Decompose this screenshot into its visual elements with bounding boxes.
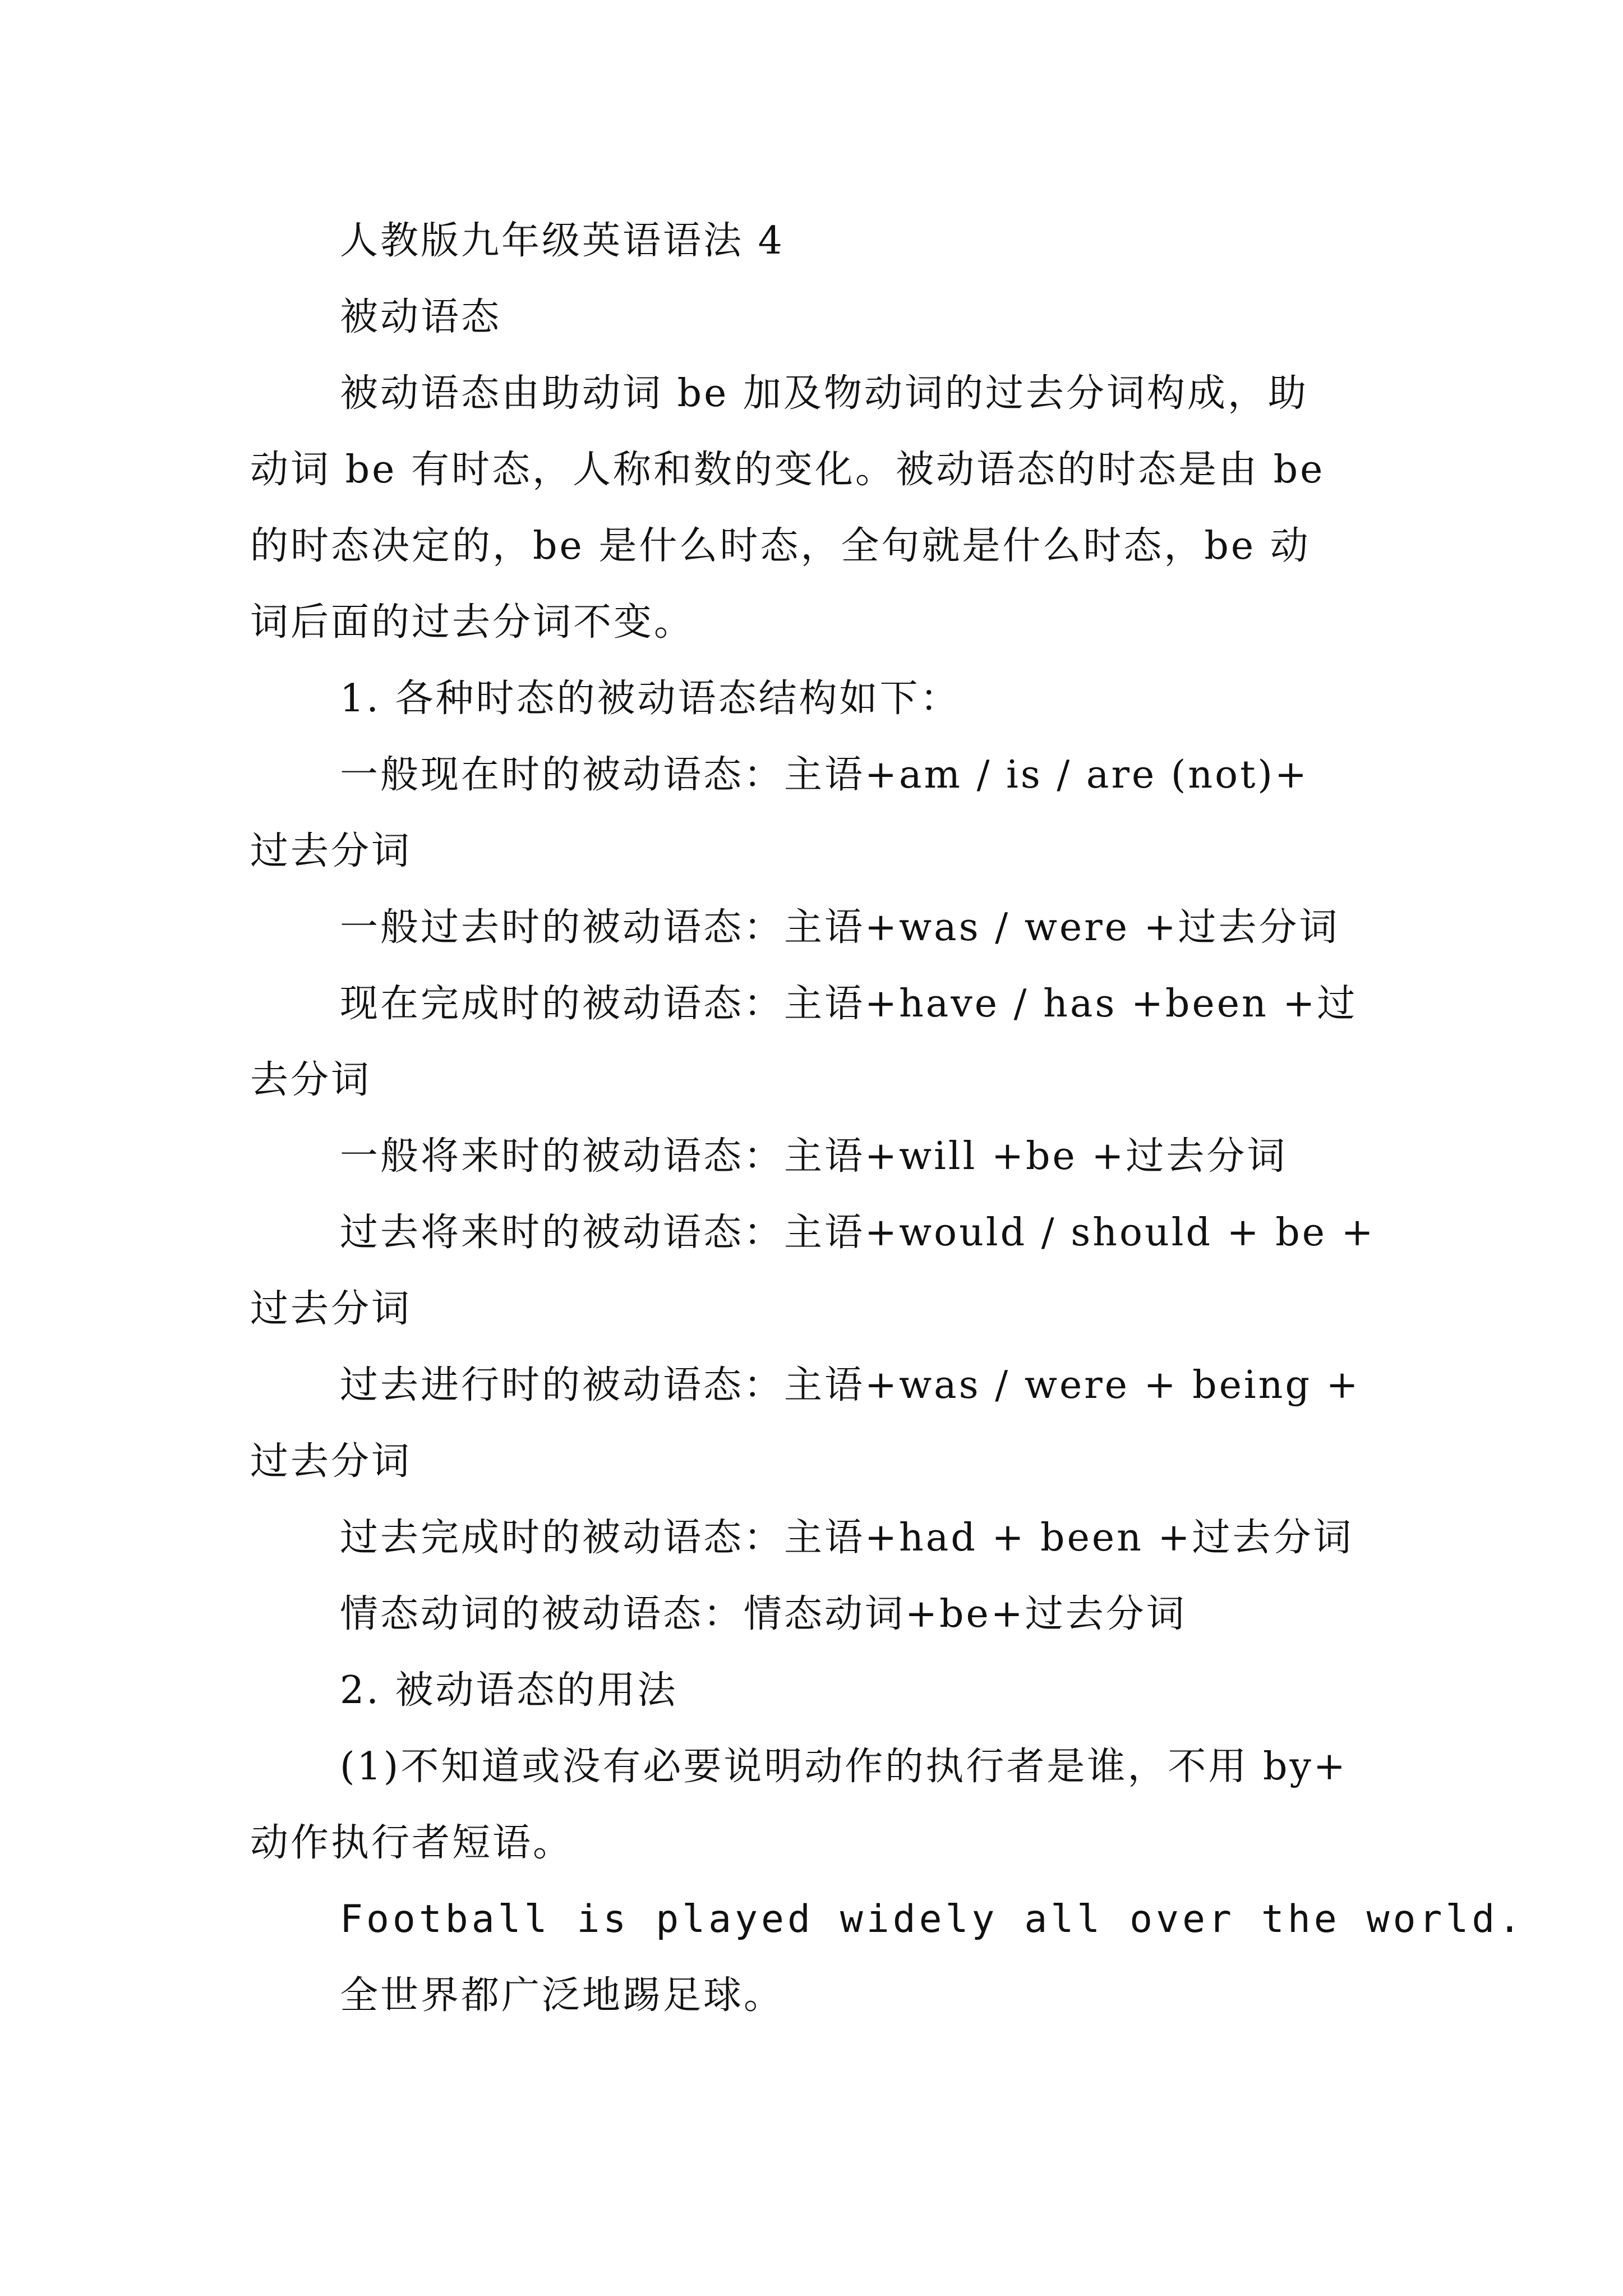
- structure-line: 过去完成时的被动语态：主语+had + been +过去分词: [340, 1516, 1354, 1560]
- example-chinese: 全世界都广泛地踢足球。: [340, 1973, 785, 2018]
- document-title: 人教版九年级英语语法 4: [340, 219, 785, 263]
- usage-line-1: (1)不知道或没有必要说明动作的执行者是谁，不用 by+: [340, 1745, 1348, 1789]
- structure-line: 情态动词的被动语态：情态动词+be+过去分词: [340, 1592, 1187, 1636]
- usage-line-2: 动作执行者短语。: [250, 1821, 574, 1865]
- structure-line: 过去分词: [250, 1439, 412, 1484]
- structure-line: 去分词: [250, 1058, 372, 1102]
- intro-line-4: 词后面的过去分词不变。: [250, 600, 695, 645]
- structure-line: 过去将来时的被动语态：主语+would / should + be +: [340, 1211, 1376, 1255]
- structure-line: 一般现在时的被动语态：主语+am / is / are (not)+: [340, 753, 1309, 797]
- structure-line: 过去分词: [250, 829, 412, 873]
- heading-usage: 2. 被动语态的用法: [340, 1668, 678, 1713]
- structure-line: 现在完成时的被动语态：主语+have / has +been +过: [340, 982, 1358, 1026]
- structure-line: 一般将来时的被动语态：主语+will +be +过去分词: [340, 1134, 1288, 1179]
- example-english: Football is played widely all over the world.: [340, 1897, 1525, 1941]
- intro-line-2: 动词 be 有时态，人称和数的变化。被动语态的时态是由 be: [250, 448, 1325, 492]
- intro-line-1: 被动语态由助动词 be 加及物动词的过去分词构成，助: [340, 371, 1309, 416]
- structure-line: 过去进行时的被动语态：主语+was / were + being +: [340, 1363, 1361, 1407]
- heading-structures: 1. 各种时态的被动语态结构如下：: [340, 677, 961, 721]
- structure-line: 一般过去时的被动语态：主语+was / were +过去分词: [340, 905, 1340, 950]
- intro-line-3: 的时态决定的，be 是什么时态，全句就是什么时态，be 动: [250, 524, 1311, 568]
- section-title: 被动语态: [340, 295, 502, 339]
- structure-line: 过去分词: [250, 1287, 412, 1331]
